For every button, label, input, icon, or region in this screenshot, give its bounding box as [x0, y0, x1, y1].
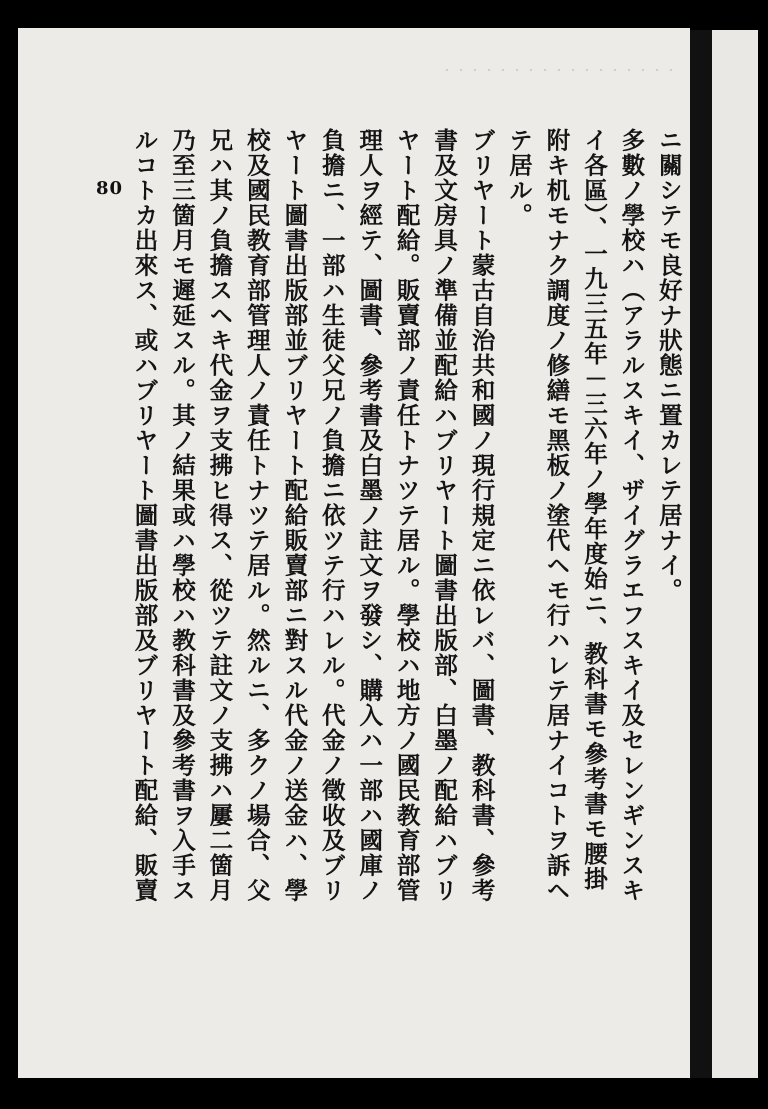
adjacent-page-edge	[712, 30, 758, 1078]
text-column: ヤート配給。販賣部ノ責任トナツテ居ル。學校ハ地方ノ國民教育部管	[392, 128, 421, 903]
text-column: ルコトカ出來ス、或ハブリヤート圖書出版部及ブリヤート配給、販賣	[130, 128, 159, 903]
text-column: 書及文房具ノ準備並配給ハブリヤート圖書出版部、白墨ノ配給ハブリ	[430, 128, 459, 903]
text-column: イ各區）、一九三五年－三六年ノ學年度始ニ、教科書モ參考書モ腰掛	[579, 128, 608, 892]
text-column: 負擔ニ、一部ハ生徒父兄ノ負擔ニ依ツテ行ハレル。代金ノ徵收及ブリ	[317, 128, 346, 903]
text-column: テ居ル。	[505, 128, 534, 228]
page-number: 80	[96, 178, 124, 199]
text-column: 附キ机モナク調度ノ修繕モ黑板ノ塗代ヘモ行ハレテ居ナイコトヲ訴ヘ	[542, 128, 571, 903]
text-column: 理人ヲ經テ、圖書、參考書及白墨ノ註文ヲ發シ、購入ハ一部ハ國庫ノ	[355, 128, 384, 903]
page-gutter	[690, 30, 712, 1078]
text-column: 兄ハ其ノ負擔スヘキ代金ヲ支拂ヒ得ス、從ツテ註文ノ支拂ハ屢二箇月	[205, 128, 234, 903]
text-column: ヤート圖書出版部並ブリヤート配給販賣部ニ對スル代金ノ送金ハ、學	[280, 128, 309, 903]
text-column: 校及國民教育部管理人ノ責任トナツテ居ル。然ルニ、多クノ場合、父	[242, 128, 271, 903]
scan-noise	[440, 66, 680, 74]
vertical-text-block	[130, 128, 683, 948]
text-column: ブリヤート蒙古自治共和國ノ現行規定ニ依レバ、圖書、教科書、參考	[467, 128, 496, 903]
text-column: ニ關シテモ良好ナ狀態ニ置カレテ居ナイ。	[654, 128, 683, 603]
text-column: 乃至三箇月モ遲延スル。其ノ結果或ハ學校ハ教科書及參考書ヲ入手ス	[167, 128, 196, 903]
text-column: 多數ノ學校ハ（アラルスキイ、ザイグラエフスキイ及セレンギンスキ	[617, 128, 646, 903]
